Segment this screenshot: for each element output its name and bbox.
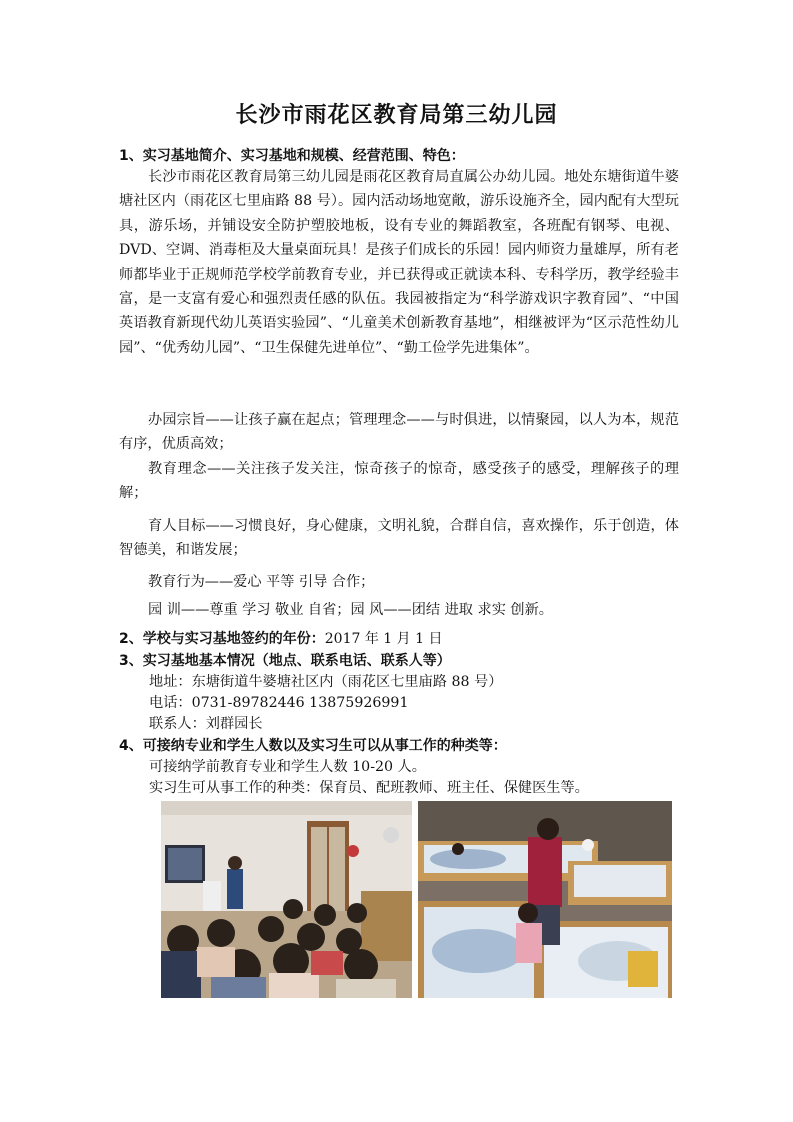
section-1-heading: 1、实习基地简介、实习基地和规模、经营范围、特色：	[119, 148, 465, 164]
contact-line: 联系人：刘群园长	[149, 716, 263, 732]
page-title: 长沙市雨花区教育局第三幼儿园	[235, 103, 558, 128]
sign-date: 2017 年 1 月 1 日	[324, 631, 443, 647]
goal-paragraph: 育人目标——习惯良好，身心健康，文明礼貌，合群自信，喜欢操作，乐于创造，体智德美，和谐发展；	[119, 518, 679, 559]
phone-line: 电话：0731-89782446 13875926991	[149, 695, 409, 711]
photo-strip	[161, 801, 672, 998]
philosophy-paragraph: 教育理念——关注孩子发关注，惊奇孩子的惊奇，感受孩子的感受，理解孩子的理解；	[119, 461, 679, 502]
section-2-heading	[119, 628, 442, 648]
motto-paragraph: 园 训——尊重 学习 敬业 自省；园 风——团结 进取 求实 创新。	[148, 602, 553, 618]
capacity-line: 可接纳学前教育专业和学生人数 10-20 人。	[149, 759, 426, 775]
section-4-heading: 4、可接纳专业和学生人数以及实习生可以从事工作的种类等：	[119, 738, 507, 754]
section-3-heading: 3、实习基地基本情况（地点、联系电话、联系人等）	[119, 653, 451, 669]
jobs-line: 实习生可从事工作的种类：保育员、配班教师、班主任、保健医生等。	[149, 780, 589, 796]
nap-room-photo	[418, 801, 672, 998]
address-line: 地址：东塘街道牛婆塘社区内（雨花区七里庙路 88 号）	[149, 674, 503, 690]
behavior-paragraph: 教育行为——爱心 平等 引导 合作；	[148, 574, 375, 590]
classroom-photo	[161, 801, 412, 998]
purpose-paragraph: 办园宗旨——让孩子赢在起点；管理理念——与时俱进，以情聚园，以人为本，规范有序，优质高效；	[119, 412, 679, 453]
section-2-label: 2、学校与实习基地签约的年份：	[119, 631, 325, 647]
intro-paragraph: 长沙市雨花区教育局第三幼儿园是雨花区教育局直属公办幼儿园。地处东塘街道牛婆塘社区内（雨花区七里庙路 88 号）。园内活动场地宽敞，游乐设施齐全，园内配有大型玩具，游乐场，并铺设安全防护塑胶地板，设有专业的舞蹈教室，各班配有钢琴、电视、DVD、空调、消毒柜及大量桌面玩具！是孩子们成长的乐园！园内师资力量雄厚，所有老师都毕业于正规师范学校学前教育专业，并已获得或正就读本科、专科学历，教学经验丰富，是一支富有爱心和强烈责任感的队伍。我园被指定为“科学游戏识字教育园”、“中国英语教育新现代幼儿英语实验园”、“儿童美术创新教育基地”，相继被评为“区示范性幼儿园”、“优秀幼儿园”、“卫生保健先进单位”、“勤工俭学先进集体”。	[119, 169, 679, 356]
